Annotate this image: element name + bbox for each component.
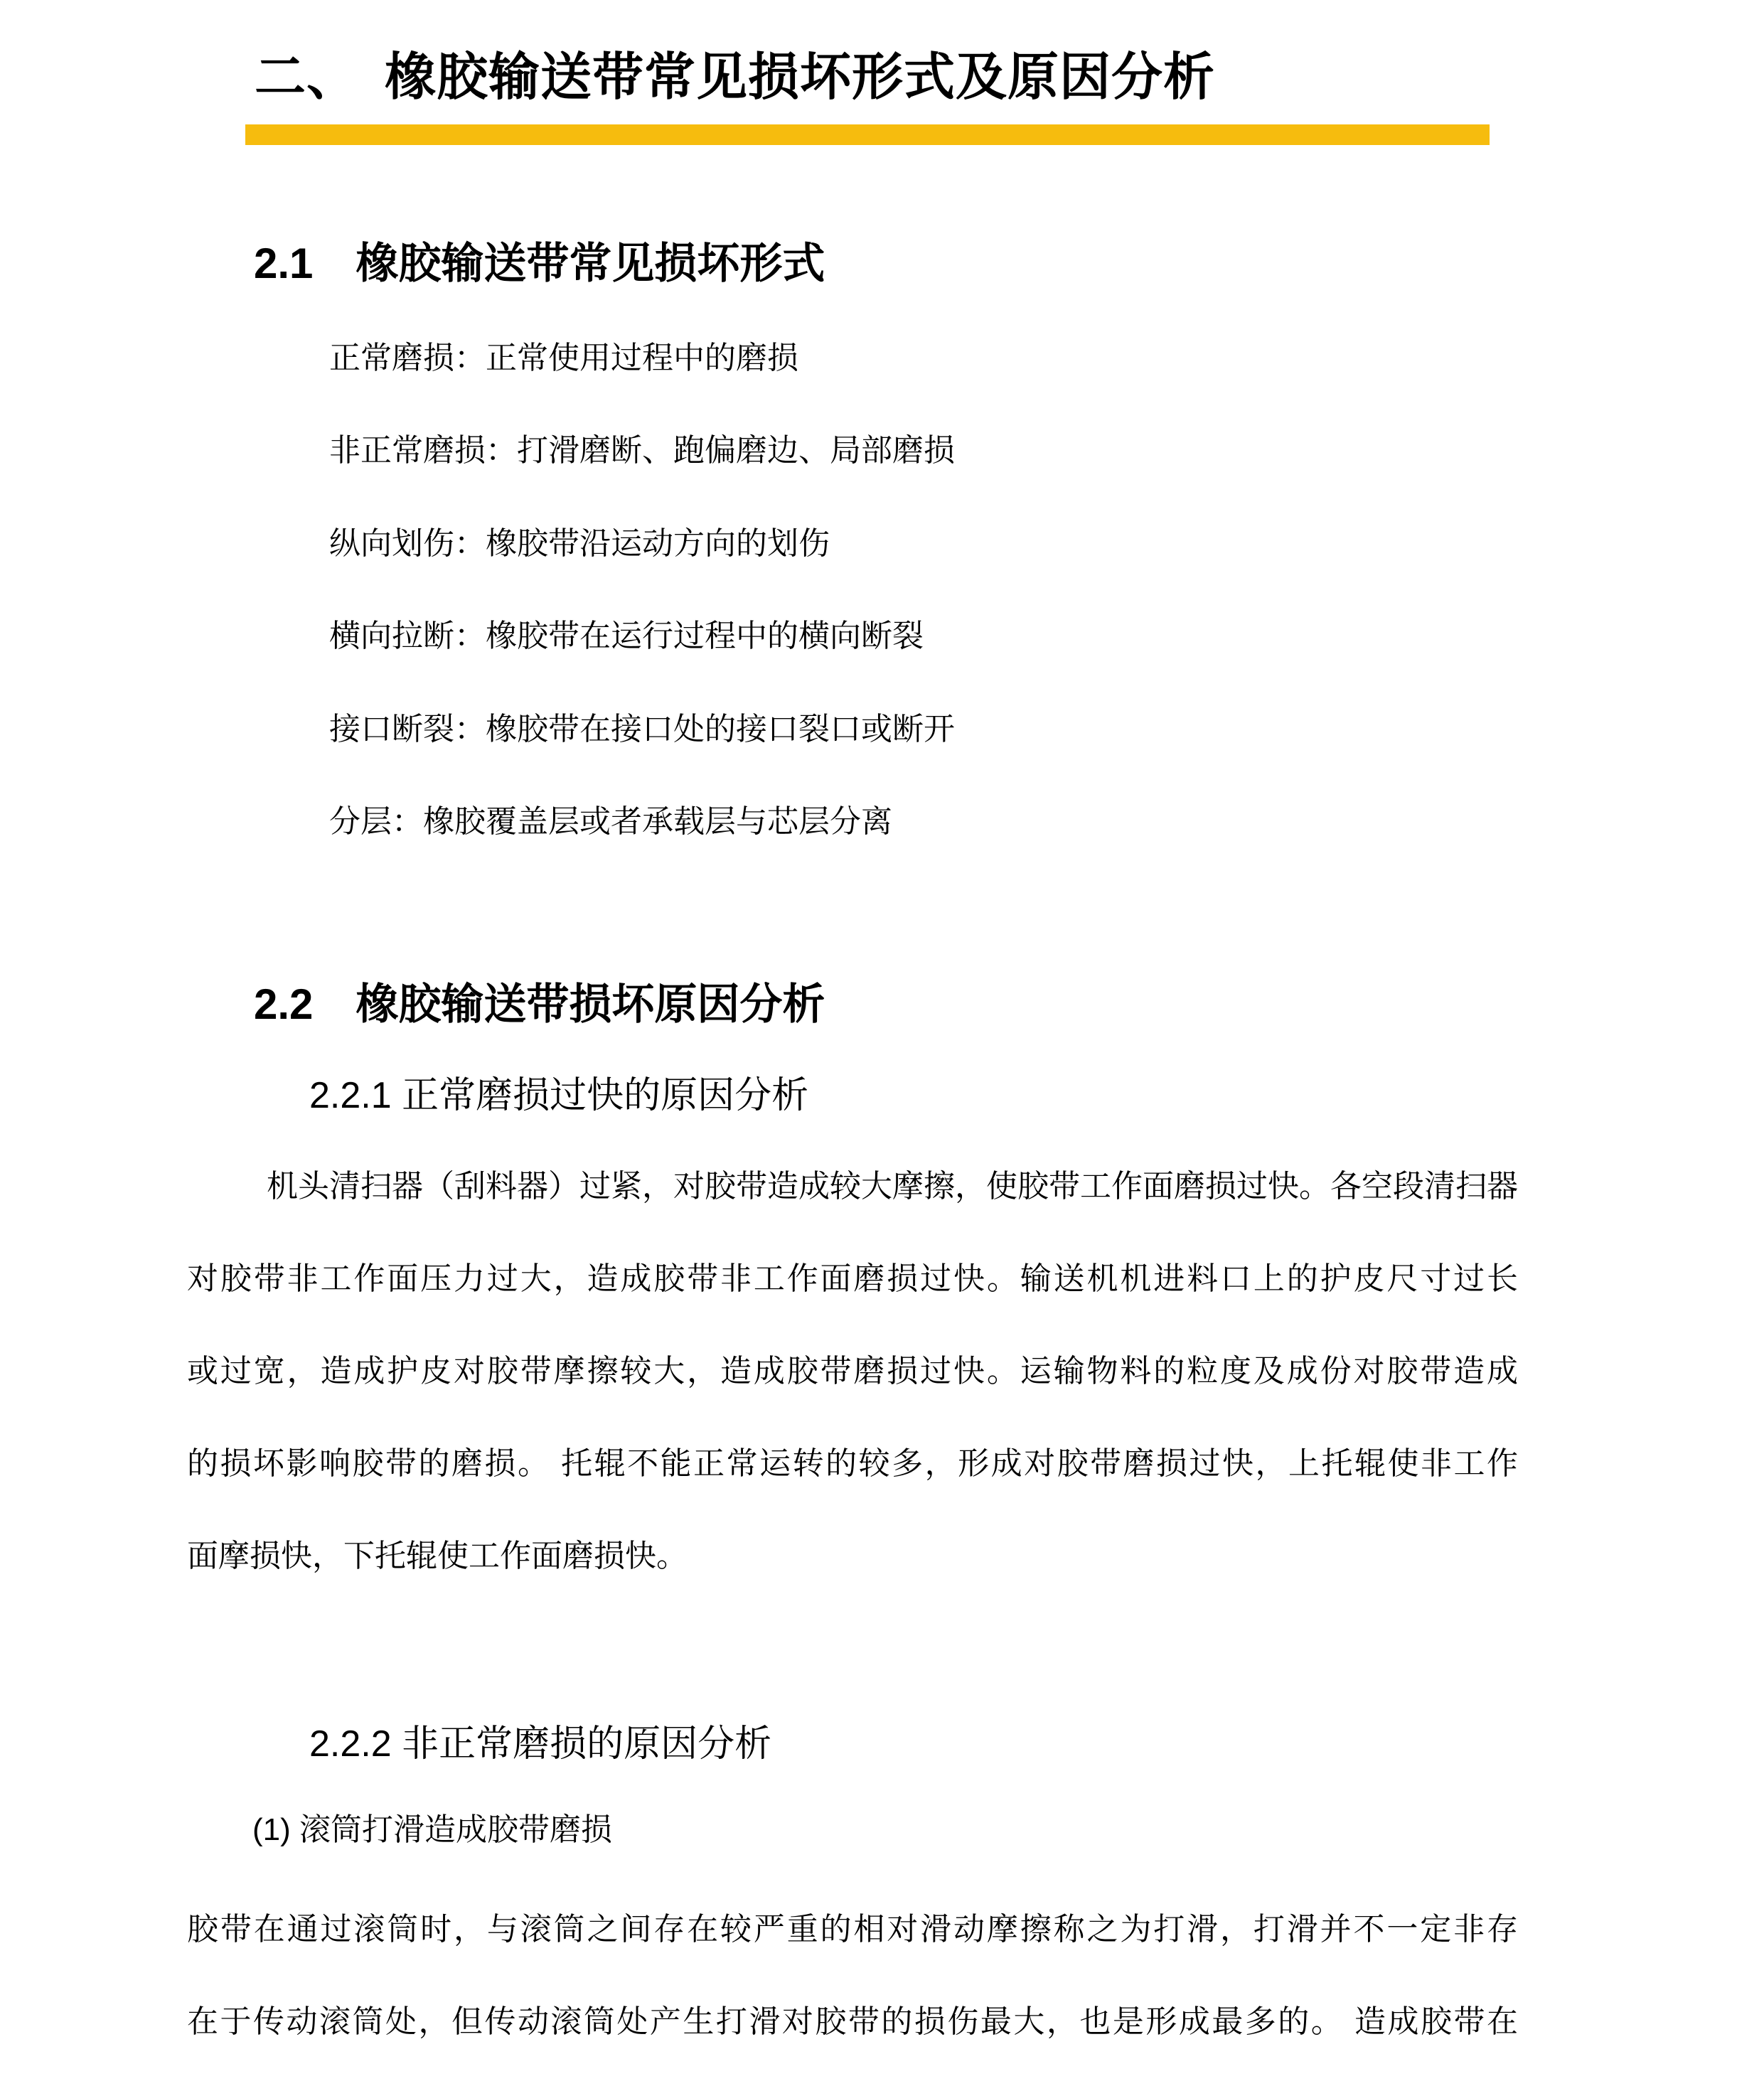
paragraph-line: 的损坏影响胶带的磨损。 托辊不能正常运转的较多，形成对胶带磨损过快，上托辊使非工作	[187, 1446, 1518, 1481]
damage-type-item: 分层：橡胶覆盖层或者承载层与芯层分离	[329, 804, 892, 839]
damage-type-item: 正常磨损：正常使用过程中的磨损	[329, 341, 798, 375]
paragraph-line: 胶带在通过滚筒时，与滚筒之间存在较严重的相对滑动摩擦称之为打滑，打滑并不一定非存	[187, 1912, 1518, 1947]
numbered-point-1: (1) 滚筒打滑造成胶带磨损	[252, 1812, 612, 1847]
paragraph-normal-wear-causes	[187, 1140, 1518, 1603]
paragraph-line: 机头清扫器（刮料器）过紧，对胶带造成较大摩擦，使胶带工作面磨损过快。各空段清扫器	[267, 1169, 1518, 1204]
title-accent-bar	[245, 124, 1490, 145]
damage-type-item: 接口断裂：橡胶带在接口处的接口裂口或断开	[329, 712, 955, 747]
damage-type-item: 非正常磨损：打滑磨断、跑偏磨边、局部磨损	[329, 433, 955, 468]
paragraph-line: 或过宽，造成护皮对胶带摩擦较大，造成胶带磨损过快。运输物料的粒度及成份对胶带造成	[187, 1354, 1518, 1389]
damage-type-item: 横向拉断：橡胶带在运行过程中的横向断裂	[329, 619, 924, 653]
section-heading-2-2: 2.2 橡胶输送带损坏原因分析	[254, 980, 825, 1028]
damage-type-item: 纵向划伤：橡胶带沿运动方向的划伤	[329, 526, 830, 561]
section-heading-2-1: 2.1 橡胶输送带常见损坏形式	[254, 240, 825, 287]
subsection-heading-2-2-2: 2.2.2 非正常磨损的原因分析	[309, 1723, 772, 1765]
paragraph-line: 对胶带非工作面压力过大，造成胶带非工作面磨损过快。输送机机进料口上的护皮尺寸过长	[187, 1261, 1518, 1296]
paragraph-line: 面摩损快，下托辊使工作面磨损快。	[187, 1539, 688, 1573]
paragraph-line: 在于传动滚筒处，但传动滚筒处产生打滑对胶带的损伤最大，也是形成最多的。 造成胶带在	[187, 2004, 1518, 2039]
paragraph-roller-slip	[187, 1883, 1518, 2068]
page-title: 二、 橡胶输送带常见损坏形式及原因分析	[255, 49, 1216, 106]
subsection-heading-2-2-1: 2.2.1 正常磨损过快的原因分析	[309, 1075, 809, 1116]
